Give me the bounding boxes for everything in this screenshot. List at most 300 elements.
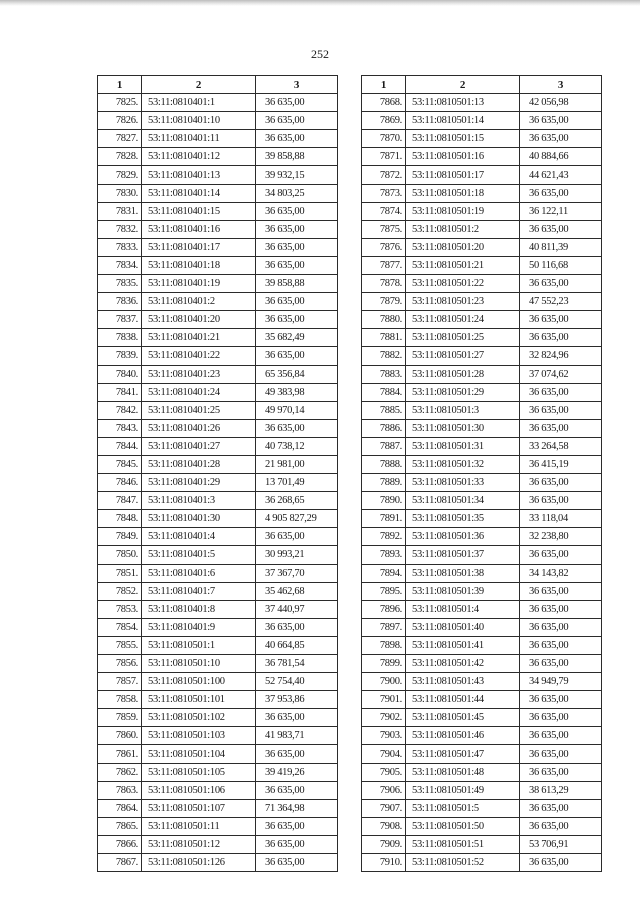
value-cell: 41 983,71: [256, 727, 338, 745]
table-row: [98, 112, 338, 130]
table-row: [98, 510, 338, 528]
value-cell: 44 621,43: [520, 166, 602, 184]
table-row: [362, 474, 602, 492]
row-number-cell: 7876.: [362, 238, 406, 256]
cadastral-number-cell: 53:11:0810501:51: [406, 835, 520, 853]
table-row: [362, 112, 602, 130]
value-cell: 39 858,88: [256, 148, 338, 166]
table-row: [362, 311, 602, 329]
table-row: [362, 166, 602, 184]
row-number-cell: 7853.: [98, 600, 142, 618]
row-number-cell: 7874.: [362, 202, 406, 220]
value-cell: 36 635,00: [520, 401, 602, 419]
cadastral-number-cell: 53:11:0810501:5: [406, 799, 520, 817]
table-row: [362, 817, 602, 835]
column-header-3: 3: [256, 76, 338, 94]
table-row: [98, 347, 338, 365]
value-cell: 33 118,04: [520, 510, 602, 528]
table-row: [362, 636, 602, 654]
cadastral-number-cell: 53:11:0810501:29: [406, 383, 520, 401]
value-cell: 36 635,00: [256, 528, 338, 546]
value-cell: 37 074,62: [520, 365, 602, 383]
row-number-cell: 7842.: [98, 401, 142, 419]
row-number-cell: 7873.: [362, 184, 406, 202]
value-cell: 65 356,84: [256, 365, 338, 383]
value-cell: 36 635,00: [256, 709, 338, 727]
value-cell: 39 858,88: [256, 275, 338, 293]
table-row: [98, 745, 338, 763]
cadastral-number-cell: 53:11:0810501:3: [406, 401, 520, 419]
table-row: [362, 763, 602, 781]
table-row: [98, 600, 338, 618]
table-row: [98, 618, 338, 636]
cadastral-number-cell: 53:11:0810401:15: [142, 202, 256, 220]
value-cell: 21 981,00: [256, 455, 338, 473]
row-number-cell: 7896.: [362, 600, 406, 618]
value-cell: 36 635,00: [256, 293, 338, 311]
table-row: [362, 347, 602, 365]
cadastral-number-cell: 53:11:0810501:50: [406, 817, 520, 835]
value-cell: 36 635,00: [520, 112, 602, 130]
row-number-cell: 7892.: [362, 528, 406, 546]
value-cell: 13 701,49: [256, 474, 338, 492]
cadastral-number-cell: 53:11:0810501:19: [406, 202, 520, 220]
value-cell: 36 635,00: [520, 311, 602, 329]
table-row: [362, 130, 602, 148]
row-number-cell: 7869.: [362, 112, 406, 130]
table-row: [362, 528, 602, 546]
table-row: [98, 130, 338, 148]
value-cell: 35 682,49: [256, 329, 338, 347]
value-cell: 38 613,29: [520, 781, 602, 799]
row-number-cell: 7910.: [362, 854, 406, 872]
table-row: [98, 401, 338, 419]
table-row: [98, 799, 338, 817]
left-table: [97, 75, 338, 872]
value-cell: 36 635,00: [520, 727, 602, 745]
table-row: [362, 709, 602, 727]
table-row: [362, 673, 602, 691]
row-number-cell: 7875.: [362, 220, 406, 238]
value-cell: 47 552,23: [520, 293, 602, 311]
table-row: [98, 184, 338, 202]
row-number-cell: 7882.: [362, 347, 406, 365]
row-number-cell: 7844.: [98, 437, 142, 455]
row-number-cell: 7859.: [98, 709, 142, 727]
cadastral-number-cell: 53:11:0810401:19: [142, 275, 256, 293]
cadastral-number-cell: 53:11:0810501:1: [142, 636, 256, 654]
value-cell: 36 635,00: [520, 618, 602, 636]
value-cell: 36 635,00: [520, 691, 602, 709]
table-row: [98, 564, 338, 582]
row-number-cell: 7831.: [98, 202, 142, 220]
row-number-cell: 7903.: [362, 727, 406, 745]
cadastral-number-cell: 53:11:0810501:104: [142, 745, 256, 763]
cadastral-number-cell: 53:11:0810401:22: [142, 347, 256, 365]
table-row: [98, 817, 338, 835]
table-row: [98, 492, 338, 510]
value-cell: 36 635,00: [256, 781, 338, 799]
row-number-cell: 7841.: [98, 383, 142, 401]
value-cell: 37 367,70: [256, 564, 338, 582]
row-number-cell: 7840.: [98, 365, 142, 383]
row-number-cell: 7881.: [362, 329, 406, 347]
row-number-cell: 7900.: [362, 673, 406, 691]
row-number-cell: 7849.: [98, 528, 142, 546]
cadastral-number-cell: 53:11:0810501:52: [406, 854, 520, 872]
row-number-cell: 7906.: [362, 781, 406, 799]
table-row: [98, 202, 338, 220]
row-number-cell: 7887.: [362, 437, 406, 455]
cadastral-number-cell: 53:11:0810501:103: [142, 727, 256, 745]
row-number-cell: 7848.: [98, 510, 142, 528]
row-number-cell: 7860.: [98, 727, 142, 745]
table-row: [98, 636, 338, 654]
cadastral-number-cell: 53:11:0810501:14: [406, 112, 520, 130]
table-row: [362, 618, 602, 636]
table-row: [362, 365, 602, 383]
value-cell: 53 706,91: [520, 835, 602, 853]
value-cell: 36 635,00: [520, 745, 602, 763]
table-row: [362, 854, 602, 872]
cadastral-number-cell: 53:11:0810401:1: [142, 94, 256, 112]
value-cell: 36 635,00: [256, 817, 338, 835]
value-cell: 36 781,54: [256, 655, 338, 673]
cadastral-number-cell: 53:11:0810401:3: [142, 492, 256, 510]
table-row: [362, 148, 602, 166]
row-number-cell: 7891.: [362, 510, 406, 528]
table-row: [362, 510, 602, 528]
cadastral-number-cell: 53:11:0810501:39: [406, 582, 520, 600]
row-number-cell: 7905.: [362, 763, 406, 781]
table-row: [98, 835, 338, 853]
table-row: [362, 781, 602, 799]
row-number-cell: 7893.: [362, 546, 406, 564]
table-row: [362, 835, 602, 853]
cadastral-number-cell: 53:11:0810501:24: [406, 311, 520, 329]
table-row: [98, 94, 338, 112]
row-number-cell: 7885.: [362, 401, 406, 419]
table-row: [98, 238, 338, 256]
value-cell: 36 635,00: [256, 256, 338, 274]
cadastral-number-cell: 53:11:0810501:13: [406, 94, 520, 112]
cadastral-number-cell: 53:11:0810401:11: [142, 130, 256, 148]
value-cell: 36 635,00: [256, 112, 338, 130]
cadastral-number-cell: 53:11:0810501:126: [142, 854, 256, 872]
cadastral-number-cell: 53:11:0810501:34: [406, 492, 520, 510]
table-row: [362, 655, 602, 673]
value-cell: 32 238,80: [520, 528, 602, 546]
table-row: [362, 383, 602, 401]
table-row: [98, 455, 338, 473]
value-cell: 32 824,96: [520, 347, 602, 365]
row-number-cell: 7832.: [98, 220, 142, 238]
value-cell: 40 884,66: [520, 148, 602, 166]
cadastral-number-cell: 53:11:0810501:40: [406, 618, 520, 636]
row-number-cell: 7895.: [362, 582, 406, 600]
value-cell: 36 635,00: [256, 311, 338, 329]
cadastral-number-cell: 53:11:0810501:100: [142, 673, 256, 691]
cadastral-number-cell: 53:11:0810401:18: [142, 256, 256, 274]
column-header-2: 2: [406, 76, 520, 94]
cadastral-number-cell: 53:11:0810501:17: [406, 166, 520, 184]
row-number-cell: 7856.: [98, 655, 142, 673]
row-number-cell: 7843.: [98, 419, 142, 437]
row-number-cell: 7836.: [98, 293, 142, 311]
table-row: [98, 673, 338, 691]
row-number-cell: 7835.: [98, 275, 142, 293]
left-table-body: [98, 94, 338, 872]
cadastral-number-cell: 53:11:0810501:107: [142, 799, 256, 817]
cadastral-number-cell: 53:11:0810401:5: [142, 546, 256, 564]
cadastral-number-cell: 53:11:0810401:16: [142, 220, 256, 238]
row-number-cell: 7866.: [98, 835, 142, 853]
value-cell: 39 419,26: [256, 763, 338, 781]
value-cell: 37 953,86: [256, 691, 338, 709]
value-cell: 36 635,00: [520, 130, 602, 148]
value-cell: 49 383,98: [256, 383, 338, 401]
table-row: [98, 727, 338, 745]
value-cell: 36 635,00: [520, 709, 602, 727]
value-cell: 36 635,00: [520, 275, 602, 293]
cadastral-number-cell: 53:11:0810501:42: [406, 655, 520, 673]
row-number-cell: 7838.: [98, 329, 142, 347]
value-cell: 37 440,97: [256, 600, 338, 618]
value-cell: 36 635,00: [256, 419, 338, 437]
cadastral-number-cell: 53:11:0810501:38: [406, 564, 520, 582]
table-row: [98, 582, 338, 600]
table-row: [362, 256, 602, 274]
cadastral-number-cell: 53:11:0810401:2: [142, 293, 256, 311]
row-number-cell: 7858.: [98, 691, 142, 709]
cadastral-number-cell: 53:11:0810401:28: [142, 455, 256, 473]
table-row: [362, 727, 602, 745]
row-number-cell: 7904.: [362, 745, 406, 763]
table-row: [362, 184, 602, 202]
cadastral-number-cell: 53:11:0810501:105: [142, 763, 256, 781]
table-row: [98, 220, 338, 238]
table-row: [362, 564, 602, 582]
table-row: [362, 745, 602, 763]
row-number-cell: 7850.: [98, 546, 142, 564]
table-row: [362, 401, 602, 419]
row-number-cell: 7827.: [98, 130, 142, 148]
row-number-cell: 7871.: [362, 148, 406, 166]
table-row: [98, 781, 338, 799]
value-cell: 35 462,68: [256, 582, 338, 600]
table-row: [362, 419, 602, 437]
value-cell: 33 264,58: [520, 437, 602, 455]
table-row: [98, 437, 338, 455]
row-number-cell: 7870.: [362, 130, 406, 148]
value-cell: 36 268,65: [256, 492, 338, 510]
row-number-cell: 7851.: [98, 564, 142, 582]
value-cell: 34 949,79: [520, 673, 602, 691]
row-number-cell: 7828.: [98, 148, 142, 166]
cadastral-number-cell: 53:11:0810501:20: [406, 238, 520, 256]
cadastral-number-cell: 53:11:0810501:11: [142, 817, 256, 835]
row-number-cell: 7829.: [98, 166, 142, 184]
cadastral-number-cell: 53:11:0810501:49: [406, 781, 520, 799]
row-number-cell: 7907.: [362, 799, 406, 817]
cadastral-number-cell: 53:11:0810401:21: [142, 329, 256, 347]
table-row: [98, 546, 338, 564]
table-row: [362, 437, 602, 455]
column-header-1: 1: [362, 76, 406, 94]
value-cell: 36 635,00: [520, 582, 602, 600]
table-row: [362, 546, 602, 564]
cadastral-number-cell: 53:11:0810501:41: [406, 636, 520, 654]
row-number-cell: 7852.: [98, 582, 142, 600]
cadastral-number-cell: 53:11:0810501:2: [406, 220, 520, 238]
table-row: [362, 492, 602, 510]
header-row: [362, 76, 602, 94]
row-number-cell: 7878.: [362, 275, 406, 293]
value-cell: 40 664,85: [256, 636, 338, 654]
value-cell: 36 635,00: [520, 600, 602, 618]
value-cell: 42 056,98: [520, 94, 602, 112]
value-cell: 36 635,00: [520, 419, 602, 437]
table-row: [362, 582, 602, 600]
row-number-cell: 7901.: [362, 691, 406, 709]
cadastral-number-cell: 53:11:0810401:10: [142, 112, 256, 130]
column-header-2: 2: [142, 76, 256, 94]
cadastral-number-cell: 53:11:0810401:12: [142, 148, 256, 166]
row-number-cell: 7894.: [362, 564, 406, 582]
row-number-cell: 7825.: [98, 94, 142, 112]
right-table: [361, 75, 602, 872]
table-row: [98, 709, 338, 727]
cadastral-number-cell: 53:11:0810401:4: [142, 528, 256, 546]
table-row: [362, 238, 602, 256]
cadastral-number-cell: 53:11:0810501:10: [142, 655, 256, 673]
cadastral-number-cell: 53:11:0810401:29: [142, 474, 256, 492]
cadastral-number-cell: 53:11:0810501:16: [406, 148, 520, 166]
page-number: 252: [311, 47, 329, 61]
row-number-cell: 7862.: [98, 763, 142, 781]
table-row: [362, 329, 602, 347]
column-header-1: 1: [98, 76, 142, 94]
row-number-cell: 7833.: [98, 238, 142, 256]
row-number-cell: 7864.: [98, 799, 142, 817]
cadastral-number-cell: 53:11:0810501:35: [406, 510, 520, 528]
table-row: [98, 293, 338, 311]
cadastral-number-cell: 53:11:0810501:32: [406, 455, 520, 473]
value-cell: 36 635,00: [520, 636, 602, 654]
cadastral-number-cell: 53:11:0810501:25: [406, 329, 520, 347]
row-number-cell: 7879.: [362, 293, 406, 311]
row-number-cell: 7872.: [362, 166, 406, 184]
row-number-cell: 7839.: [98, 347, 142, 365]
value-cell: 36 635,00: [520, 546, 602, 564]
value-cell: 40 811,39: [520, 238, 602, 256]
table-row: [98, 383, 338, 401]
row-number-cell: 7880.: [362, 311, 406, 329]
value-cell: 36 635,00: [256, 220, 338, 238]
cadastral-number-cell: 53:11:0810401:24: [142, 383, 256, 401]
value-cell: 36 635,00: [256, 745, 338, 763]
cadastral-number-cell: 53:11:0810501:101: [142, 691, 256, 709]
cadastral-number-cell: 53:11:0810501:106: [142, 781, 256, 799]
row-number-cell: 7883.: [362, 365, 406, 383]
cadastral-number-cell: 53:11:0810401:27: [142, 437, 256, 455]
value-cell: 36 635,00: [256, 835, 338, 853]
table-row: [362, 455, 602, 473]
row-number-cell: 7877.: [362, 256, 406, 274]
value-cell: 36 122,11: [520, 202, 602, 220]
value-cell: 36 635,00: [520, 474, 602, 492]
value-cell: 36 635,00: [256, 130, 338, 148]
value-cell: 52 754,40: [256, 673, 338, 691]
cadastral-number-cell: 53:11:0810501:47: [406, 745, 520, 763]
cadastral-number-cell: 53:11:0810501:15: [406, 130, 520, 148]
value-cell: 36 635,00: [520, 799, 602, 817]
cadastral-number-cell: 53:11:0810401:7: [142, 582, 256, 600]
cadastral-number-cell: 53:11:0810501:102: [142, 709, 256, 727]
value-cell: 36 635,00: [520, 329, 602, 347]
cadastral-number-cell: 53:11:0810401:23: [142, 365, 256, 383]
value-cell: 36 635,00: [256, 854, 338, 872]
table-row: [98, 256, 338, 274]
table-row: [98, 528, 338, 546]
row-number-cell: 7897.: [362, 618, 406, 636]
cadastral-number-cell: 53:11:0810501:36: [406, 528, 520, 546]
value-cell: 36 635,00: [520, 184, 602, 202]
row-number-cell: 7863.: [98, 781, 142, 799]
value-cell: 4 905 827,29: [256, 510, 338, 528]
cadastral-number-cell: 53:11:0810501:18: [406, 184, 520, 202]
cadastral-number-cell: 53:11:0810401:30: [142, 510, 256, 528]
cadastral-number-cell: 53:11:0810501:22: [406, 275, 520, 293]
column-header-3: 3: [520, 76, 602, 94]
cadastral-number-cell: 53:11:0810501:43: [406, 673, 520, 691]
value-cell: 39 932,15: [256, 166, 338, 184]
table-row: [98, 691, 338, 709]
cadastral-number-cell: 53:11:0810501:28: [406, 365, 520, 383]
cadastral-number-cell: 53:11:0810401:25: [142, 401, 256, 419]
cadastral-number-cell: 53:11:0810501:23: [406, 293, 520, 311]
table-row: [362, 799, 602, 817]
row-number-cell: 7857.: [98, 673, 142, 691]
cadastral-number-cell: 53:11:0810401:9: [142, 618, 256, 636]
row-number-cell: 7899.: [362, 655, 406, 673]
table-row: [98, 166, 338, 184]
value-cell: 34 143,82: [520, 564, 602, 582]
value-cell: 36 635,00: [520, 655, 602, 673]
value-cell: 50 116,68: [520, 256, 602, 274]
cadastral-number-cell: 53:11:0810501:21: [406, 256, 520, 274]
value-cell: 34 803,25: [256, 184, 338, 202]
value-cell: 36 635,00: [256, 347, 338, 365]
row-number-cell: 7854.: [98, 618, 142, 636]
scan-edge: [0, 0, 640, 6]
row-number-cell: 7888.: [362, 455, 406, 473]
value-cell: 36 635,00: [520, 220, 602, 238]
row-number-cell: 7847.: [98, 492, 142, 510]
row-number-cell: 7868.: [362, 94, 406, 112]
cadastral-number-cell: 53:11:0810401:6: [142, 564, 256, 582]
table-row: [98, 275, 338, 293]
cadastral-number-cell: 53:11:0810501:46: [406, 727, 520, 745]
value-cell: 36 635,00: [256, 238, 338, 256]
cadastral-number-cell: 53:11:0810501:37: [406, 546, 520, 564]
table-row: [98, 311, 338, 329]
value-cell: 30 993,21: [256, 546, 338, 564]
value-cell: 36 635,00: [256, 202, 338, 220]
table-row: [362, 275, 602, 293]
cadastral-number-cell: 53:11:0810501:30: [406, 419, 520, 437]
table-row: [98, 854, 338, 872]
